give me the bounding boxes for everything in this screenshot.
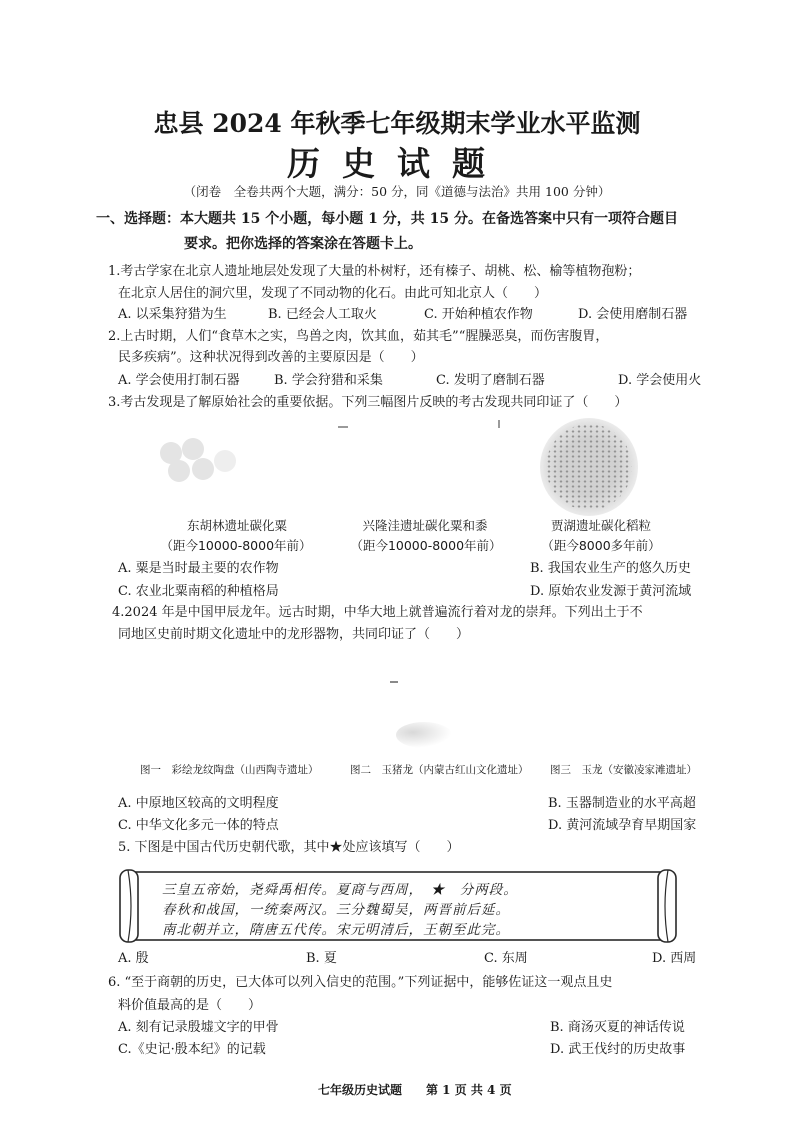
- q6-stem-line2: 料价值最高的是（ ）: [118, 998, 262, 1013]
- exam-note: （闭卷 全卷共两个大题，满分：50 分，同《道德与法治》共用 100 分钟）: [183, 184, 611, 199]
- carbonized-rice-photo: [540, 418, 638, 516]
- q2-stem-line1: 2.上古时期，人们“食草木之实，鸟兽之肉，饮其血，茹其毛”“腥臊恶臭，而伤害腹胃，: [108, 329, 609, 344]
- q1-option-d: D. 会使用磨制石器: [578, 307, 688, 322]
- q6-option-a: A. 刻有记录殷墟文字的甲骨: [118, 1020, 279, 1035]
- q4-option-b: B. 玉器制造业的水平高超: [548, 796, 696, 811]
- q6-option-c: C.《史记·殷本纪》的记载: [118, 1042, 266, 1057]
- subject-title: 历史试题: [287, 144, 507, 183]
- fig3-caption: 贾湖遗址碳化稻粒: [550, 518, 651, 533]
- q3-option-d: D. 原始农业发源于黄河流域: [530, 584, 692, 599]
- fig1-date: （距今10000-8000年前）: [160, 538, 312, 553]
- q2-option-a: A. 学会使用打制石器: [118, 373, 240, 388]
- q3-option-a: A. 粟是当时最主要的农作物: [118, 561, 279, 576]
- q3-option-b: B. 我国农业生产的悠久历史: [530, 561, 691, 576]
- q4-option-c: C. 中华文化多元一体的特点: [118, 818, 279, 833]
- q2-option-c: C. 发明了磨制石器: [436, 373, 545, 388]
- q1-stem-line1: 1.考古学家在北京人遗址地层处发现了大量的朴树籽，还有榛子、胡桃、松、榆等植物孢粉；: [108, 264, 641, 279]
- fig3-date: （距今8000多年前）: [541, 538, 661, 553]
- page-number: 第 1 页 共 4 页: [426, 1083, 512, 1097]
- photo-fragment: [338, 426, 348, 428]
- q4-option-d: D. 黄河流域孕育早期国家: [548, 818, 697, 833]
- q6-stem-line1: 6. “至于商朝的历史，已大体可以列入信史的范围。”下列证据中，能够佐证这一观点且史: [108, 975, 613, 990]
- q5-option-d: D. 西周: [652, 951, 697, 966]
- fig2-date: （距今10000-8000年前）: [350, 538, 502, 553]
- q2-option-b: B. 学会狩猎和采集: [274, 373, 383, 388]
- q5-option-c: C. 东周: [484, 951, 528, 966]
- dynasty-song-scroll: [118, 868, 678, 944]
- fig1-caption: 东胡林遗址碳化粟: [186, 518, 287, 533]
- q4-option-a: A. 中原地区较高的文明程度: [118, 796, 279, 811]
- q5-option-a: A. 殷: [118, 951, 149, 966]
- q5-stem: 5. 下图是中国古代历史朝代歌，其中★处应该填写（ ）: [118, 840, 460, 855]
- q6-option-d: D. 武王伐纣的历史故事: [550, 1042, 686, 1057]
- q5-option-b: B. 夏: [306, 951, 337, 966]
- fig2-caption: 兴隆洼遗址碳化粟和黍: [362, 518, 488, 533]
- section-instruction: 要求。把你选择的答案涂在答题卡上。: [184, 236, 422, 252]
- song-line-2: 春秋和战国，一统秦两汉。三分魏蜀吴，两晋前后延。: [162, 902, 510, 918]
- q3-stem: 3.考古发现是了解原始社会的重要依据。下列三幅图片反映的考古发现共同印证了（ ）: [108, 395, 628, 410]
- section-heading: 一、选择题：本大题共 15 个小题，每小题 1 分，共 15 分。在备选答案中只有一项符合题目: [96, 211, 678, 227]
- q2-stem-line2: 民多疾病”。这种状况得到改善的主要原因是（ ）: [118, 350, 424, 365]
- fig1-label: 图一 彩绘龙纹陶盘（山西陶寺遗址）: [140, 764, 319, 776]
- carbonized-millet-photo: [160, 438, 240, 488]
- q4-stem-line2: 同地区史前时期文化遗址中的龙形器物，共同印证了（ ）: [118, 627, 470, 642]
- photo-fragment: [390, 681, 398, 683]
- jade-dragon-photo: [396, 722, 452, 748]
- q3-option-c: C. 农业北粟南稻的种植格局: [118, 584, 279, 599]
- footer-subject: 七年级历史试题: [318, 1083, 403, 1097]
- fig3-label: 图三 玉龙（安徽凌家滩遗址）: [550, 764, 697, 776]
- q1-stem-line2: 在北京人居住的洞穴里，发现了不同动物的化石。由此可知北京人（ ）: [118, 286, 548, 301]
- song-line-3: 南北朝并立，隋唐五代传。宋元明清后，王朝至此完。: [162, 922, 510, 938]
- q1-option-b: B. 已经会人工取火: [268, 307, 377, 322]
- q1-option-a: A. 以采集狩猎为生: [118, 307, 227, 322]
- q6-option-b: B. 商汤灭夏的神话传说: [550, 1020, 685, 1035]
- fig2-label: 图二 玉猪龙（内蒙古红山文化遗址）: [350, 764, 529, 776]
- q4-stem-line1: 4.2024 年是中国甲辰龙年。远古时期，中华大地上就普遍流行着对龙的崇拜。下列出土于不: [112, 605, 643, 620]
- q1-option-c: C. 开始种植农作物: [424, 307, 533, 322]
- photo-fragment: [498, 420, 500, 428]
- q2-option-d: D. 学会使用火: [618, 373, 702, 388]
- song-line-1: 三皇五帝始，尧舜禹相传。夏商与西周， ★ 分两段。: [162, 882, 518, 898]
- exam-title: 忠县 2024 年秋季七年级期末学业水平监测: [153, 109, 641, 138]
